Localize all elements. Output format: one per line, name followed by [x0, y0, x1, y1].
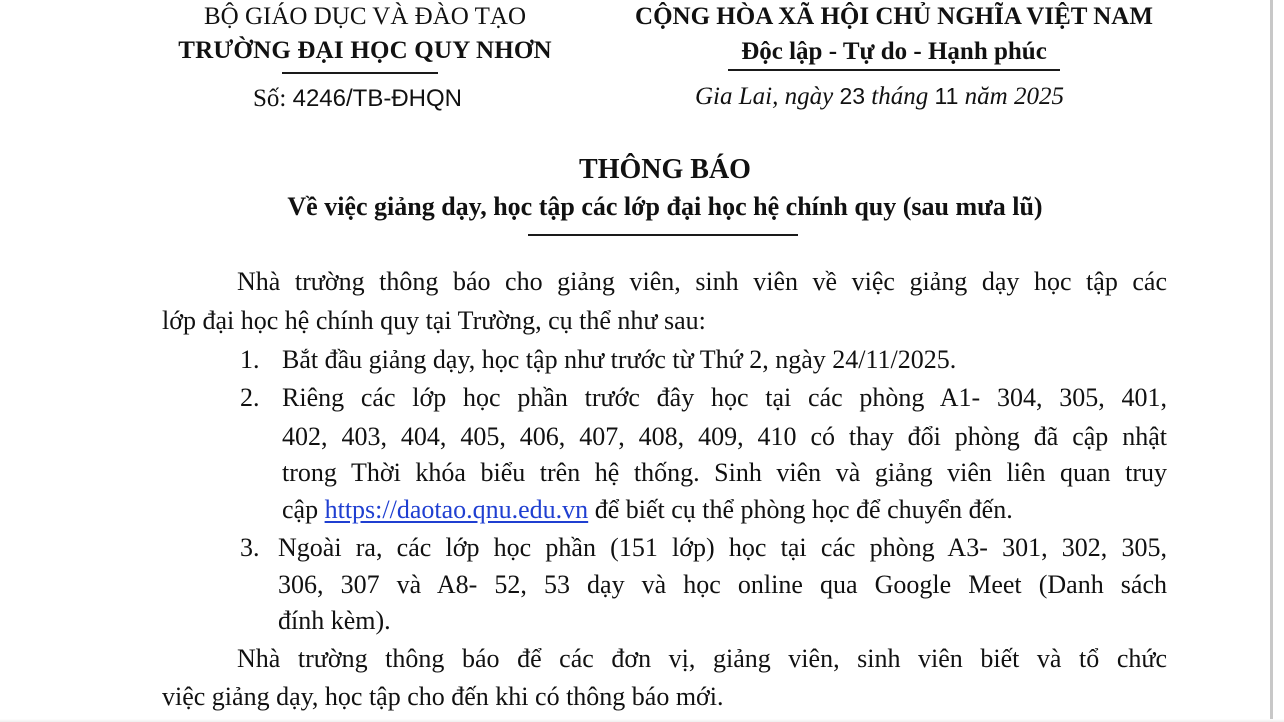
list-item-3-number: 3. [240, 533, 260, 562]
month-label: tháng [871, 83, 929, 110]
motto-underline [728, 69, 1060, 71]
document-number-value: 4246/TB-ĐHQN [292, 85, 462, 112]
closing-line-2: việc giảng dạy, học tập cho đến khi có thông báo mới. [162, 682, 724, 711]
list-item-3-line-3: đính kèm). [278, 606, 391, 635]
date-month: 11 [934, 83, 959, 109]
list-item-2-line-1: Riêng các lớp học phần trước đây học tại các phòng A1- 304, 305, 401, [282, 383, 1167, 412]
national-motto: Độc lập - Tự do - Hạnh phúc [741, 38, 1047, 65]
document-number-label: Số: [253, 85, 287, 112]
notice-subtitle: Về việc giảng dạy, học tập các lớp đại học hệ chính quy (sau mưa lũ) [287, 192, 1043, 221]
ministry-name: BỘ GIÁO DỤC VÀ ĐÀO TẠO [204, 3, 526, 30]
school-underline [282, 72, 438, 74]
training-portal-link[interactable]: https://daotao.qnu.edu.vn [324, 495, 589, 524]
intro-line-2: lớp đại học hệ chính quy tại Trường, cụ thể như sau: [162, 306, 706, 335]
place-and-date [695, 81, 1064, 112]
year-label: năm 2025 [964, 83, 1064, 110]
list-item-2-line-4 [282, 492, 1013, 528]
list-item-1-text: Bắt đầu giảng dạy, học tập như trước từ Thứ 2, ngày 24/11/2025. [282, 345, 957, 374]
link-prefix: cập [282, 495, 319, 524]
intro-line-1: Nhà trường thông báo cho giảng viên, sinh viên về việc giảng dạy học tập các [237, 267, 1167, 296]
school-name: TRƯỜNG ĐẠI HỌC QUY NHƠN [178, 37, 552, 64]
republic-name: CỘNG HÒA XÃ HỘI CHỦ NGHĨA VIỆT NAM [635, 3, 1153, 30]
list-item-2-number: 2. [240, 383, 260, 412]
list-item-1-number: 1. [240, 345, 260, 374]
date-day: 23 [839, 83, 866, 109]
subtitle-underline [528, 234, 798, 236]
place-prefix: Gia Lai, ngày [695, 83, 834, 110]
list-item-2-line-3: trong Thời khóa biểu trên hệ thống. Sinh viên và giảng viên liên quan truy [282, 458, 1167, 487]
link-suffix: để biết cụ thể phòng học để chuyển đến. [594, 495, 1013, 524]
notice-title: THÔNG BÁO [579, 154, 751, 185]
list-item-3-line-2: 306, 307 và A8- 52, 53 dạy và học online qua Google Meet (Danh sách [278, 570, 1167, 599]
document-number [253, 84, 462, 114]
list-item-3-line-1: Ngoài ra, các lớp học phần (151 lớp) học tại các phòng A3- 301, 302, 305, [278, 533, 1167, 562]
page-edge-right [1270, 0, 1273, 722]
closing-line-1: Nhà trường thông báo để các đơn vị, giảng viên, sinh viên biết và tổ chức [237, 644, 1167, 673]
list-item-2-line-2: 402, 403, 404, 405, 406, 407, 408, 409, 410 có thay đổi phòng đã cập nhật [282, 422, 1167, 451]
